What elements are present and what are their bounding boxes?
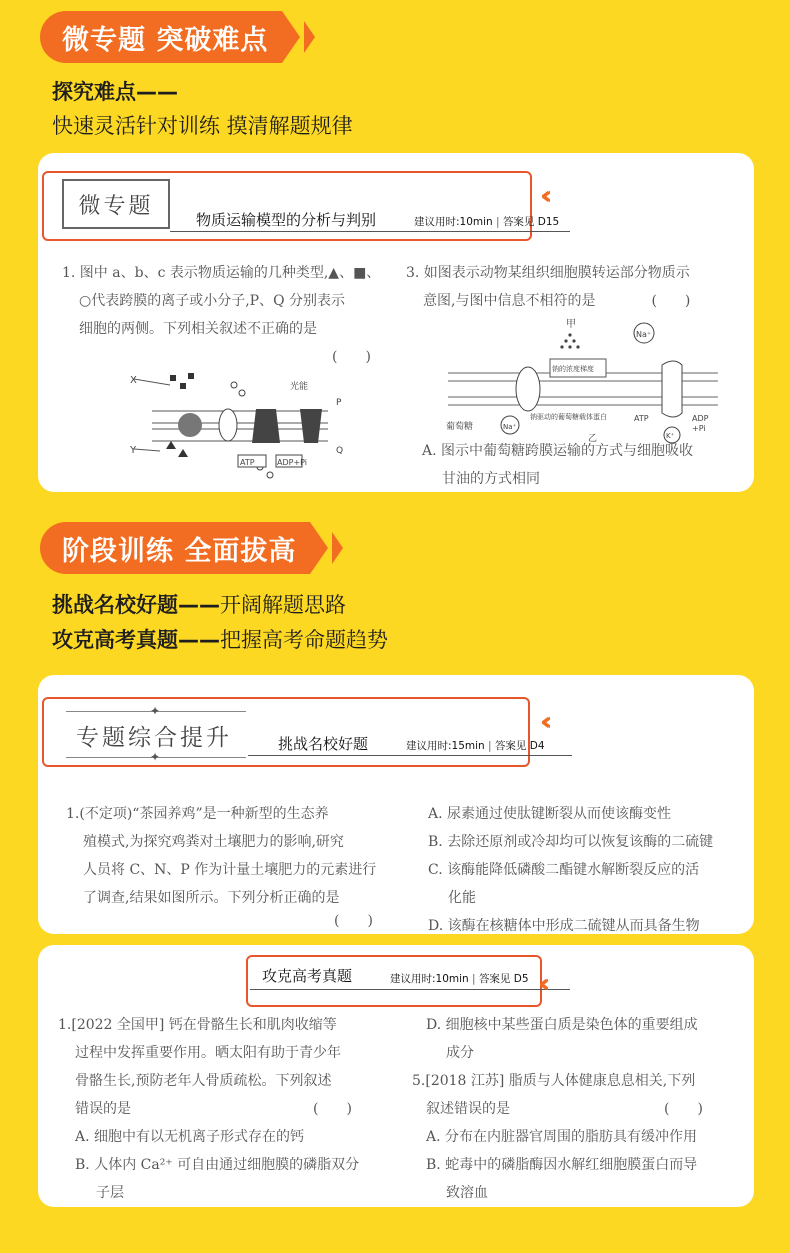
circle-molecule-icon: [231, 382, 237, 388]
title-underline: [170, 231, 570, 232]
circle-molecule-icon: [267, 472, 273, 478]
fig1-adp: ADP+Pi: [277, 458, 308, 467]
exam-questions-card: [38, 945, 754, 1207]
square-molecule-icon: [188, 373, 194, 379]
fig2-yi: 乙: [588, 434, 598, 444]
card-topic: 攻克高考真题: [262, 967, 353, 985]
question-5-line: 叙述错误的是 ( ): [426, 1101, 703, 1117]
option-d: D. 该酶在核糖体中形成二硫键从而具备生物: [428, 918, 700, 934]
section1-intro-bold: 探究难点——: [52, 80, 178, 104]
option-line: 甘油的方式相同: [442, 471, 540, 487]
option-c: C. 该酶能降低磷酸二酯键水解断裂反应的活: [428, 862, 700, 878]
topic-review-tag: 专题综合提升: [76, 725, 232, 751]
section2-ribbon: [40, 522, 343, 574]
triangle-molecule-icon: [178, 449, 188, 457]
circle-molecule-icon: [239, 390, 245, 396]
ribbon-arrow-small-icon: [332, 532, 343, 564]
carrier-b-shape: [219, 409, 237, 441]
fig1-x-label: X: [130, 375, 137, 386]
option-b: B. 蛇毒中的磷脂酶因水解红细胞膜蛋白而导: [426, 1157, 698, 1173]
ribbon-arrow-icon: [310, 522, 328, 574]
q1-line: 人员将 C、N、P 作为计量土壤肥力的元素进行: [83, 862, 377, 878]
na-k-pump-shape: [662, 361, 682, 417]
intro-rest: 把握高考命题趋势: [220, 628, 388, 652]
q1-line: 了调查,结果如图所示。下列分析正确的是: [83, 890, 340, 906]
ribbon-arrow-small-icon: [304, 21, 315, 53]
q1-line: 细胞的两侧。下列相关叙述不正确的是: [79, 321, 317, 337]
channel-c-shape: [300, 409, 322, 443]
q1-line: 骨骼生长,预防老年人骨质疏松。下列叙述: [75, 1073, 332, 1089]
intro-rest: 开阔解题思路: [220, 593, 346, 617]
option-d-cont: 成分: [446, 1045, 474, 1061]
question-1: [66, 800, 376, 930]
decor-star-icon: ✦: [150, 704, 161, 718]
time-text: 建议用时:15min: [406, 740, 485, 752]
ribbon-arrow-icon: [282, 11, 300, 63]
title-underline: [250, 989, 570, 990]
question-1: [62, 259, 380, 371]
pump-shape: [252, 409, 280, 443]
card-topic: 物质运输模型的分析与判别: [196, 211, 377, 229]
fig2-gradient: 钠的浓度梯度: [552, 365, 594, 373]
right-column: [412, 1011, 703, 1207]
title-underline: [248, 755, 572, 756]
topic-review-card: [38, 675, 754, 934]
sodium-glucose-figure: [438, 317, 728, 445]
time-text: 建议用时:10min: [390, 973, 469, 985]
square-molecule-icon: [170, 375, 176, 381]
fig1-q: Q: [336, 446, 344, 456]
fig1-atp: ATP: [240, 458, 255, 467]
fig2-glucose: 葡萄糖: [446, 422, 474, 432]
q3-line: 意图,与图中信息不相符的是 ( ): [423, 293, 691, 309]
fig1-light: 光能: [290, 382, 309, 392]
q3-line: 3. 如图表示动物某组织细胞膜转运部分物质示: [406, 265, 690, 281]
question-5: 5.[2018 江苏] 脂质与人体健康息息相关,下列: [412, 1073, 696, 1089]
membrane-transport-figure: [130, 371, 350, 492]
section1-ribbon: [40, 11, 315, 63]
fig2-jia: 甲: [566, 319, 576, 330]
section1-ribbon-label: 微专题 突破难点: [40, 11, 282, 63]
q1-paren: ( ): [332, 349, 371, 365]
decor-star-icon: ✦: [150, 750, 161, 764]
channel-a-shape: [178, 413, 202, 437]
section2-intro-line1: [52, 589, 346, 619]
fig2-adp: ADP: [692, 414, 709, 423]
section1-intro-line1: [52, 76, 178, 106]
option-a: A. 分布在内脏器官周围的脂肪具有缓冲作用: [426, 1129, 698, 1145]
section2-intro-line2: [52, 624, 388, 654]
micro-topic-tag: 微专题: [62, 179, 170, 229]
intro-bold: 挑战名校好题——: [52, 593, 220, 617]
double-chevron-icon: ‹‹: [538, 969, 542, 999]
time-text: 建议用时:10min: [414, 216, 493, 228]
square-molecule-icon: [180, 383, 186, 389]
question-3: [406, 259, 690, 315]
question-3-option-a: [422, 437, 693, 492]
q1-line: 1. 图中 a、b、c 表示物质运输的几种类型,▲、■、: [62, 265, 381, 281]
options-block: [428, 800, 713, 934]
fig2-carrier: 钠驱动的葡萄糖载体蛋白: [530, 413, 607, 421]
fig2-atp: ATP: [634, 414, 649, 423]
q1-line: ○代表跨膜的离子或小分子,P、Q 分别表示: [79, 293, 346, 309]
option-b-cont: 致溶血: [446, 1185, 488, 1201]
option-c-cont: 化能: [448, 890, 476, 906]
section1-intro-line2: 快速灵活针对训练 摸清解题规律: [52, 114, 353, 138]
card-time: 建议用时:15min | 答案见 D4: [406, 740, 545, 752]
q1-line: 殖模式,为探究鸡粪对土壤肥力的影响,研究: [83, 834, 344, 850]
card-time: 建议用时:10min | 答案见 D15: [414, 216, 560, 228]
answer-text: 答案见 D5: [478, 973, 529, 985]
q1-line: 错误的是 ( ): [75, 1101, 352, 1117]
double-chevron-icon: ‹‹: [540, 707, 544, 737]
double-chevron-icon: ‹‹: [540, 181, 544, 211]
card-topic: 挑战名校好题: [278, 735, 369, 753]
card-time: 建议用时:10min | 答案见 D5: [390, 973, 529, 985]
option-a: A. 细胞中有以无机离子形式存在的钙: [75, 1129, 305, 1145]
q1-line: 过程中发挥重要作用。晒太阳有助于青少年: [75, 1045, 341, 1061]
q1-paren: ( ): [334, 913, 373, 929]
fig2-k: K⁺: [666, 432, 675, 440]
answer-text: 答案见 D15: [502, 216, 560, 228]
section2-ribbon-label: 阶段训练 全面拔高: [40, 522, 310, 574]
micro-topic-card: [38, 153, 754, 492]
option-b: B. 去除还原剂或冷却均可以恢复该酶的二硫键: [428, 834, 714, 850]
fig1-y-label: Y: [130, 445, 137, 456]
q1-line: 1.[2022 全国甲] 钙在骨骼生长和肌肉收缩等: [58, 1017, 337, 1033]
fig2-na-out: Na⁺: [636, 330, 652, 339]
triangle-molecule-icon: [166, 441, 176, 449]
option-b-cont: 子层: [96, 1185, 124, 1201]
fig2-na-in: Na⁺: [503, 423, 517, 431]
option-d: D. 细胞核中某些蛋白质是染色体的重要组成: [426, 1017, 698, 1033]
question-1: [58, 1011, 359, 1207]
option-line: A. 图示中葡萄糖跨膜运输的方式与细胞吸收: [422, 443, 694, 459]
intro-bold: 攻克高考真题——: [52, 628, 220, 652]
glucose-carrier-shape: [516, 367, 540, 411]
fig2-pi: +Pi: [692, 424, 706, 433]
answer-text: 答案见 D4: [494, 740, 545, 752]
option-a: A. 尿素通过使肽键断裂从而使该酶变性: [428, 806, 672, 822]
q1-line: 1.(不定项)“茶园养鸡”是一种新型的生态养: [66, 806, 329, 822]
option-b: B. 人体内 Ca²⁺ 可自由通过细胞膜的磷脂双分: [75, 1157, 360, 1173]
fig1-p: P: [336, 398, 342, 408]
